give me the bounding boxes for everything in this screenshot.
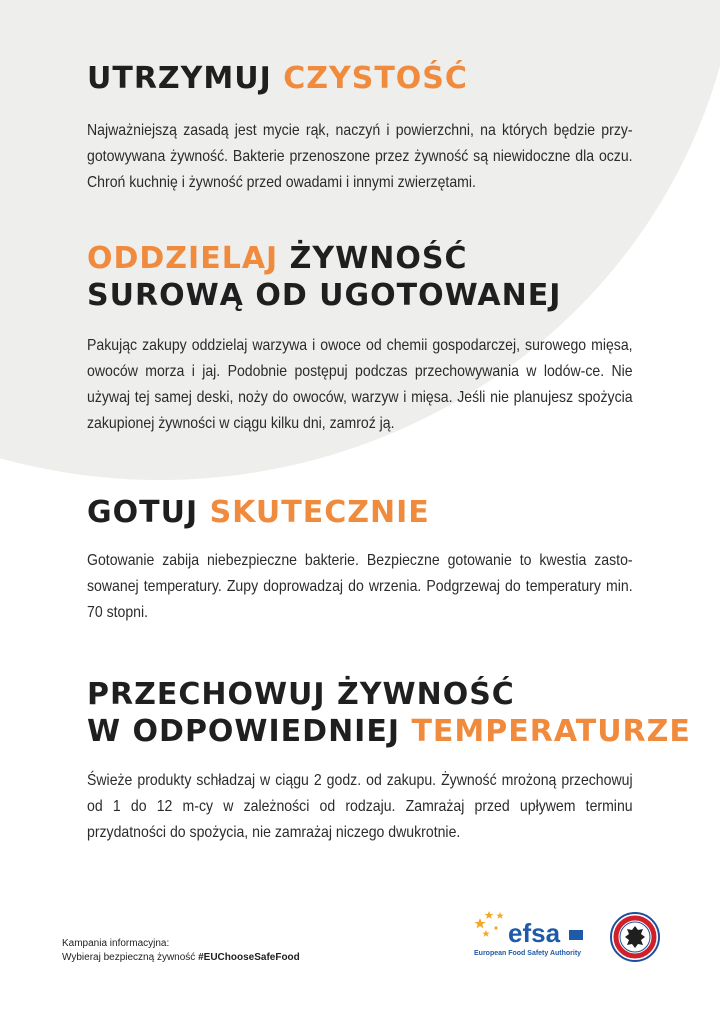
heading-part: W ODPOWIEDNIEJ — [87, 714, 412, 749]
campaign-footer — [62, 937, 300, 965]
section-paragraph-3: Gotowanie zabija niebezpieczne bakterie. Bezpieczne gotowanie to kwestia zasto-sowanej temperatury. Zupy doprowadzaj do wrzenia. Podgrzewaj do temperatury min. 70 stopni. — [87, 552, 633, 621]
section-paragraph-2: Pakując zakupy oddzielaj warzywa i owoce od chemii gospodarczej, surowego mięsa, owoców morza i jaj. Podobnie postępuj podczas przechowywania w lodów-ce. Nie używaj tej samej deski, noży do owoców, warzyw i mięsa. Jeśli nie planujesz spożycia zakupionej żywności w ciągu kilku dni, zamroź ją. — [87, 337, 633, 432]
section-heading-1 — [87, 60, 468, 97]
heading-part: ŻYWNOŚĆ — [289, 241, 468, 276]
section-heading-4 — [87, 676, 691, 750]
campaign-slogan — [62, 951, 300, 965]
hashtag: #EUChooseSafeFood — [198, 952, 300, 963]
efsa-subtitle: European Food Safety Authority — [474, 950, 582, 957]
heading-part: SUROWĄ OD UGOTOWANEJ — [87, 278, 562, 313]
heading-part-accent: SKUTECZNIE — [209, 495, 430, 530]
campaign-label: Kampania informacyjna: — [62, 938, 170, 949]
eu-flag-icon — [569, 930, 583, 940]
heading-part-accent: TEMPERATURZE — [411, 714, 691, 749]
slogan-text: Wybieraj bezpieczną żywność — [62, 952, 199, 963]
efsa-stars-icon — [474, 908, 510, 942]
heading-part: PRZECHOWUJ ŻYWNOŚĆ — [87, 677, 515, 712]
section-heading-2 — [87, 240, 561, 314]
heading-part-accent: CZYSTOŚĆ — [283, 61, 468, 96]
efsa-logo — [474, 906, 590, 964]
efsa-wordmark: efsa — [508, 918, 561, 948]
section-heading-3 — [87, 494, 430, 531]
heading-part: GOTUJ — [87, 495, 210, 530]
heading-part: UTRZYMUJ — [87, 61, 284, 96]
section-paragraph-1: Najważniejszą zasadą jest mycie rąk, naczyń i powierzchni, na których będzie przy-gotowywana żywność. Bakterie przenoszone przez żywność są niewidoczne dla oczu. Chroń kuchnię i żywność przed owadami i innymi zwierzętami. — [87, 122, 633, 191]
heading-part-accent: ODDZIELAJ — [87, 241, 290, 276]
section-paragraph-4: Świeże produkty schładzaj w ciągu 2 godz. od zakupu. Żywność mrożoną przechowuj od 1 do 12 m-cy w zależności od rodzaju. Zamrażaj przed upływem terminu przydatności do spożycia, nie zamrażaj niczego dwukrotnie. — [87, 772, 633, 841]
sanitary-inspection-seal-icon — [610, 912, 660, 962]
